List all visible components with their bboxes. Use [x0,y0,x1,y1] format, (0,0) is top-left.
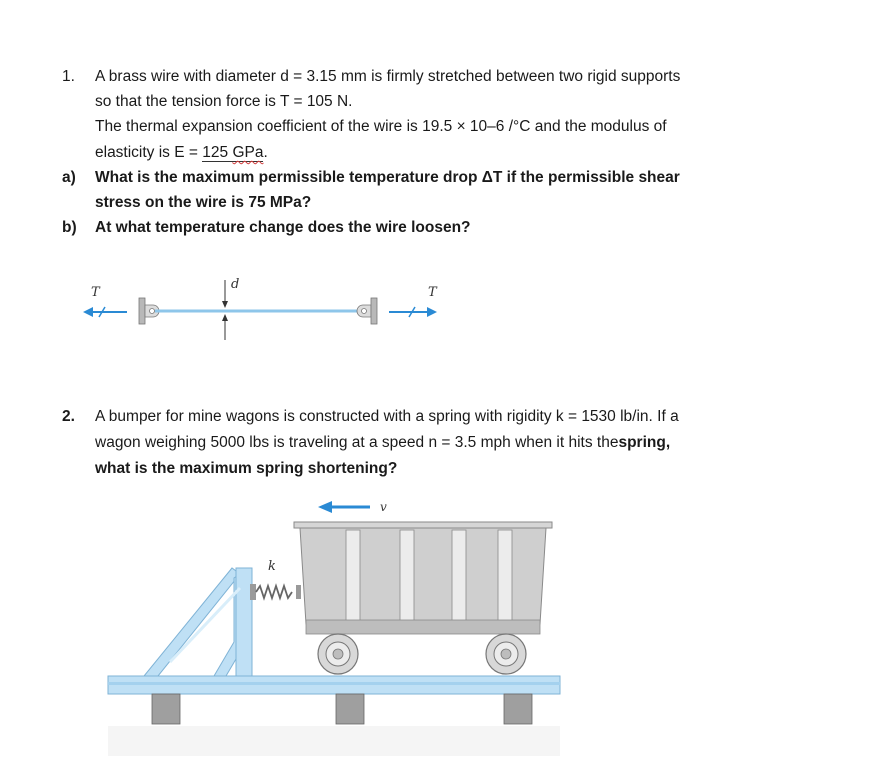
problem-2-line-1: A bumper for mine wagons is constructed with a spring with rigidity k = 1530 lb/in. If a [95,408,679,425]
problem-2-line-3: what is the maximum spring shortening? [95,460,398,477]
left-tension-arrow [83,307,127,317]
part-b-label: b) [62,219,77,236]
part-b-text: At what temperature change does the wire loosen? [95,219,471,236]
bumper-frame [144,568,252,676]
front-wheel [318,634,358,674]
wagon-figure [100,492,570,764]
rail [108,676,560,694]
right-tension-label: T [428,285,437,300]
part-a-line-2: stress on the wire is 75 MPa? [95,194,312,211]
floor-shadow [108,726,560,756]
part-a-line-1: What is the maximum permissible temperature drop ΔT if the permissible shear [95,169,680,186]
problem-2-line-2 [95,434,670,452]
sleepers [152,694,532,724]
modulus-unit: GPa [232,144,264,161]
problem-1-line-1: A brass wire with diameter d = 3.15 mm is firmly stretched between two rigid supports [95,68,681,85]
problem-1-number: 1. [62,68,75,85]
velocity-arrow [318,501,370,513]
spring [250,584,301,600]
rear-wheel [486,634,526,674]
wagon-body [294,522,552,634]
wire-figure [75,268,455,348]
problem-1-line-3: The thermal expansion coefficient of the wire is 19.5 × 10–6 /°C and the modulus of [95,118,667,135]
problem-2-number: 2. [62,408,75,425]
problem-2-line-2-text: wagon weighing 5000 lbs is traveling at a speed n = 3.5 mph when it hits the [95,434,619,451]
problem-2-line-2-bold: spring, [618,434,671,451]
diameter-label: d [231,277,240,292]
problem-1-line-4 [95,144,268,162]
part-a-label: a) [62,169,76,186]
problem-1-line-2: so that the tension force is T = 105 N. [95,93,353,110]
spring-label: k [268,559,276,574]
right-support [357,298,377,324]
modulus-end: . [263,144,268,161]
velocity-label: v [380,500,387,514]
modulus-prefix: elasticity is E = [95,144,203,161]
right-tension-arrow [389,307,437,317]
modulus-value: 125 [202,144,229,161]
left-tension-label: T [91,285,100,300]
